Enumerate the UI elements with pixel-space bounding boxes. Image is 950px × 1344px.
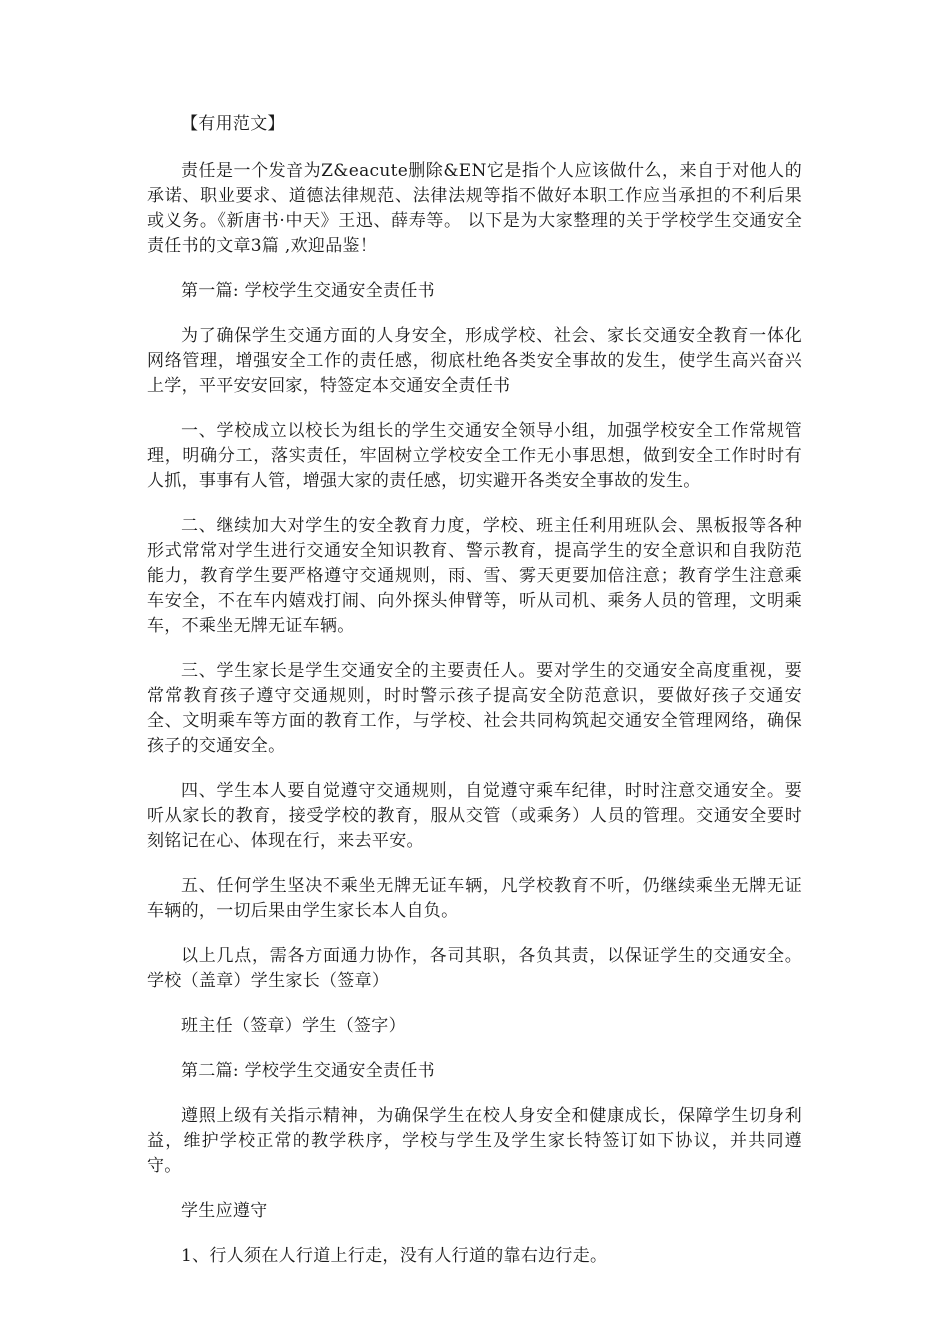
intro-paragraph: 责任是一个发音为Z&eacute删除&EN它是指个人应该做什么，来自于对他人的承诺、职业要求、道德法律规范、法律法规等指不做好本职工作应当承担的不利后果或义务。《新唐书·中天》王迅、薛寿等。 以下是为大家整理的关于学校学生交通安全责任书的文章3篇 ,欢迎品鉴！ [147, 161, 802, 256]
part2-preamble: 遵照上级有关指示精神，为确保学生在校人身安全和健康成长，保障学生切身利益，维护学校正常的教学秩序，学校与学生及学生家长特签订如下协议，并共同遵守。 [147, 1106, 802, 1176]
part1-item-4: 四、学生本人要自觉遵守交通规则，自觉遵守乘车纪律，时时注意交通安全。要听从家长的教育，接受学校的教育，服从交管（或乘务）人员的管理。交通安全要时刻铭记在心、体现在行，来去平安。 [147, 781, 802, 851]
part1-closing: 以上几点，需各方面通力协作，各司其职，各负其责，以保证学生的交通安全。学校（盖章）学生家长（签章） [147, 946, 802, 991]
part2-item-1: 1、行人须在人行道上行走，没有人行道的靠右边行走。 [181, 1246, 608, 1266]
part1-title: 第一篇: 学校学生交通安全责任书 [181, 281, 435, 301]
part1-item-2: 二、继续加大对学生的安全教育力度，学校、班主任利用班队会、黑板报等各种形式常常对学生进行交通安全知识教育、警示教育，提高学生的安全意识和自我防范能力，教育学生要严格遵守交通规则，雨、雪、雾天更要加倍注意；教育学生注意乘车安全，不在车内嬉戏打闹、向外探头伸臂等，听从司机、乘务人员的管理，文明乘车，不乘坐无牌无证车辆。 [147, 516, 802, 636]
document-page [147, 112, 802, 1289]
part2-title: 第二篇: 学校学生交通安全责任书 [181, 1061, 435, 1081]
part1-signatures: 班主任（签章）学生（签字） [181, 1016, 406, 1036]
part1-preamble: 为了确保学生交通方面的人身安全，形成学校、社会、家长交通安全教育一体化网络管理，增强安全工作的责任感，彻底杜绝各类安全事故的发生，使学生高兴奋兴上学，平平安安回家，特签定本交通安全责任书 [147, 326, 802, 396]
document-label: 【有用范文】 [181, 114, 285, 134]
part1-item-3: 三、学生家长是学生交通安全的主要责任人。要对学生的交通安全高度重视，要常常教育孩子遵守交通规则，时时警示孩子提高安全防范意识，要做好孩子交通安全、文明乘车等方面的教育工作，与学校、社会共同构筑起交通安全管理网络，确保孩子的交通安全。 [147, 661, 802, 756]
part2-subheading: 学生应遵守 [181, 1201, 268, 1221]
part1-item-1: 一、学校成立以校长为组长的学生交通安全领导小组，加强学校安全工作常规管理，明确分工，落实责任，牢固树立学校安全工作无小事思想，做到安全工作时时有人抓，事事有人管，增强大家的责任感，切实避开各类安全事故的发生。 [147, 421, 802, 491]
part1-item-5: 五、任何学生坚决不乘坐无牌无证车辆，凡学校教育不听，仍继续乘坐无牌无证车辆的，一切后果由学生家长本人自负。 [147, 876, 802, 921]
